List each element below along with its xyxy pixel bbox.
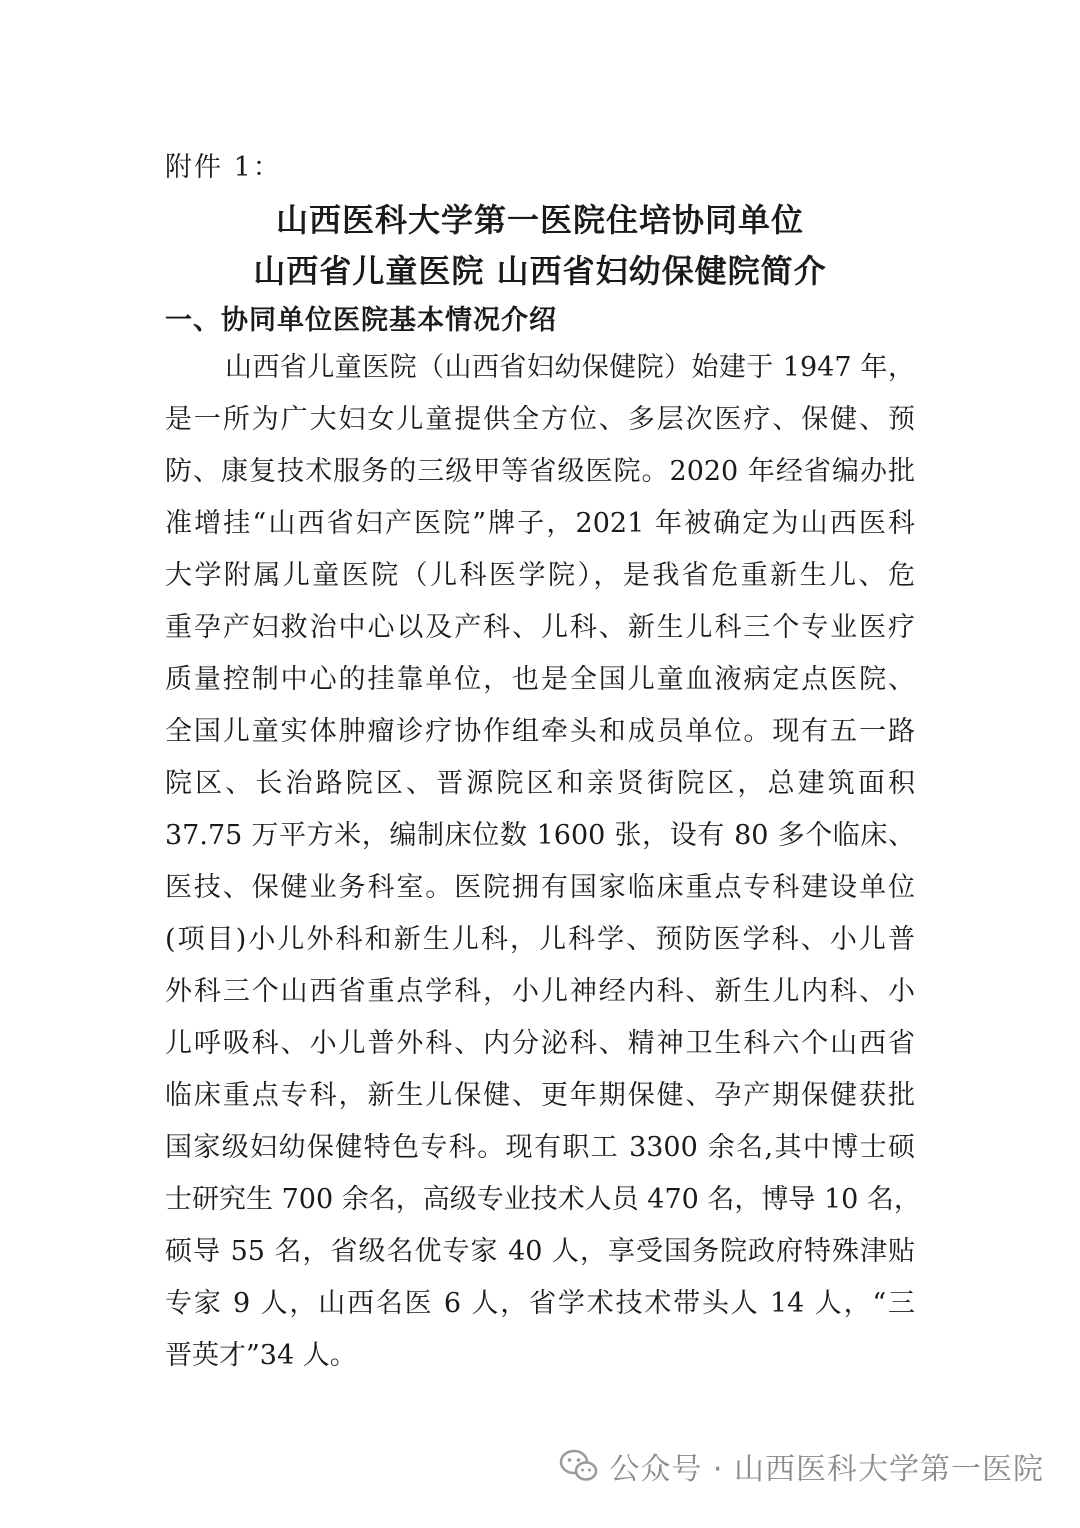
paragraph-line: 37.75 万平方米，编制床位数 1600 张，设有 80 多个临床、 (165, 820, 915, 851)
attachment-label: 附件 1： (165, 152, 282, 183)
paragraph-line: 大学附属儿童医院（儿科医学院），是我省危重新生儿、危 (165, 560, 915, 591)
paragraph-line: 准增挂“山西省妇产医院”牌子，2021 年被确定为山西医科 (165, 508, 915, 539)
paragraph-line: 院区、长治路院区、晋源院区和亲贤街院区，总建筑面积 (165, 768, 915, 799)
paragraph-line: 外科三个山西省重点学科，小儿神经内科、新生儿内科、小 (165, 976, 915, 1007)
paragraph-line: 重孕产妇救治中心以及产科、儿科、新生儿科三个专业医疗 (165, 612, 915, 643)
paragraph-line: 防、康复技术服务的三级甲等省级医院。2020 年经省编办批 (165, 456, 915, 487)
paragraph-line: (项目)小儿外科和新生儿科，儿科学、预防医学科、小儿普 (165, 924, 915, 955)
paragraph-line: 专家 9 人，山西名医 6 人，省学术技术带头人 14 人，“三 (165, 1288, 915, 1319)
paragraph-line: 是一所为广大妇女儿童提供全方位、多层次医疗、保健、预 (165, 404, 915, 435)
watermark (559, 1444, 1044, 1488)
paragraph-line: 国家级妇幼保健特色专科。现有职工 3300 余名,其中博士硕 (165, 1132, 915, 1163)
paragraph-line: 士研究生 700 余名，高级专业技术人员 470 名，博导 10 名， (165, 1184, 921, 1215)
paragraph-line: 晋英才”34 人。 (165, 1340, 357, 1371)
wechat-icon (559, 1449, 599, 1483)
section-heading: 一、协同单位医院基本情况介绍 (165, 305, 557, 336)
document-title-line-1: 山西医科大学第一医院住培协同单位 (275, 201, 804, 239)
paragraph-line: 硕导 55 名，省级名优专家 40 人，享受国务院政府特殊津贴 (165, 1236, 915, 1267)
paragraph-line: 质量控制中心的挂靠单位，也是全国儿童血液病定点医院、 (165, 664, 915, 695)
paragraph-line: 临床重点专科，新生儿保健、更年期保健、孕产期保健获批 (165, 1080, 915, 1111)
watermark-text: 公众号 · 山西医科大学第一医院 (609, 1452, 1044, 1487)
paragraph-line: 山西省儿童医院（山西省妇幼保健院）始建于 1947 年， (225, 352, 915, 383)
document-title-line-2: 山西省儿童医院 山西省妇幼保健院简介 (253, 252, 827, 290)
paragraph-line: 医技、保健业务科室。医院拥有国家临床重点专科建设单位 (165, 872, 915, 903)
paragraph-line: 全国儿童实体肿瘤诊疗协作组牵头和成员单位。现有五一路 (165, 716, 915, 747)
paragraph-line: 儿呼吸科、小儿普外科、内分泌科、精神卫生科六个山西省 (165, 1028, 915, 1059)
